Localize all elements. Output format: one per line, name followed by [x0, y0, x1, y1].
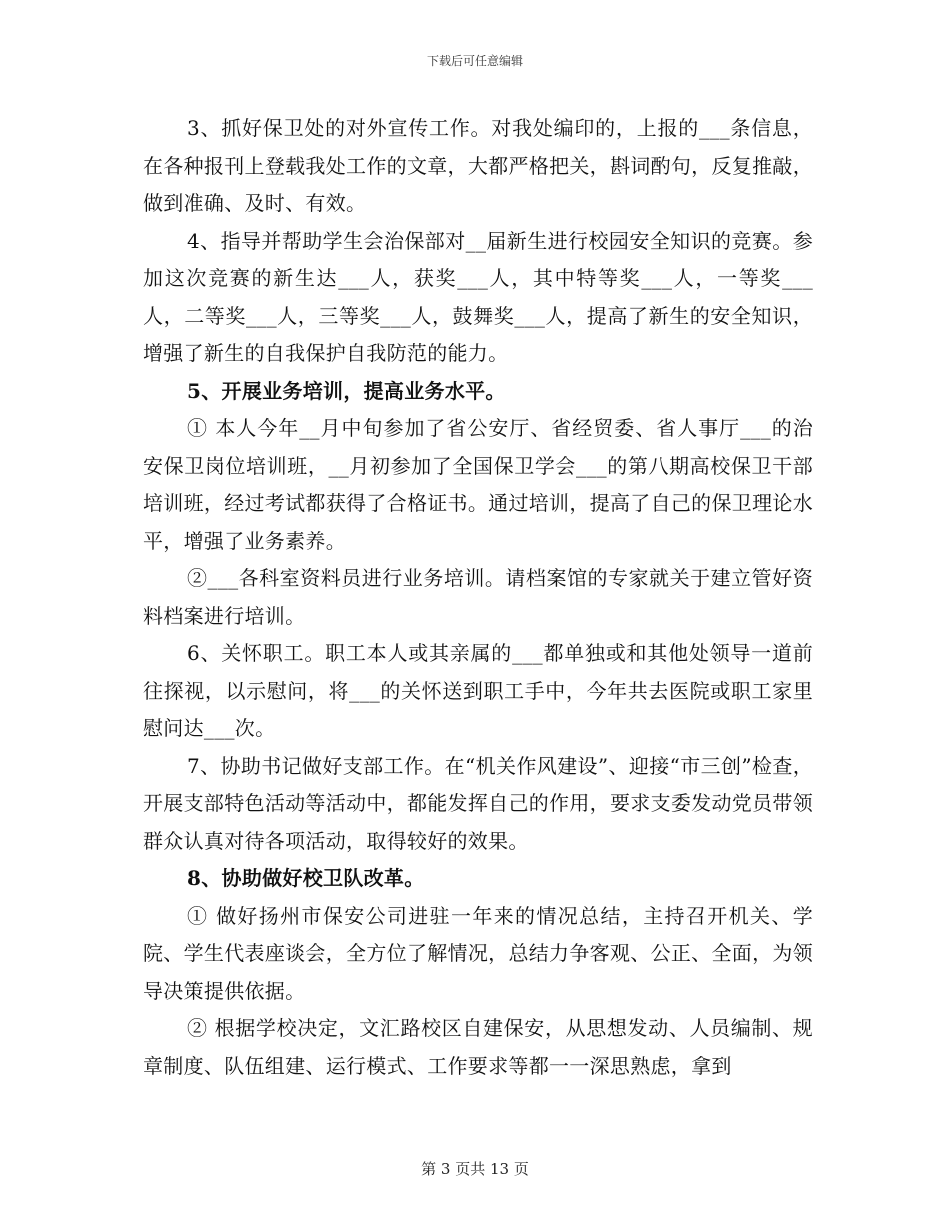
paragraph-8-sub-1: ① 做好扬州市保安公司进驻一年来的情况总结，主持召开机关、学院、学生代表座谈会，全方位了解情况，总结力争客观、公正、全面，为领导决策提供依据。 — [143, 903, 813, 1003]
page-header: 下载后可任意编辑 — [426, 54, 523, 68]
section-heading-5: 5、开展业务培训，提高业务水平。 — [187, 378, 506, 403]
paragraph-item-4: 4、指导并帮助学生会治保部对__届新生进行校园安全知识的竞赛。参加这次竞赛的新生达___人，获奖___人，其中特等奖___人，一等奖___人，二等奖___人，三等奖___人，鼓舞奖___人，提高了新生的安全知识，增强了新生的自我保护自我防范的能力。 — [143, 228, 813, 365]
section-heading-8: 8、协助做好校卫队改革。 — [187, 866, 425, 890]
paragraph-5-sub-2: ②___各科室资料员进行业务培训。请档案馆的专家就关于建立管好资料档案进行培训。 — [143, 566, 813, 628]
paragraph-8-sub-2: ② 根据学校决定，文汇路校区自建保安，从思想发动、人员编制、规章制度、队伍组建、运行模式、工作要求等都一一深思熟虑，拿到 — [143, 1016, 813, 1078]
paragraph-item-6: 6、关怀职工。职工本人或其亲属的___都单独或和其他处领导一道前往探视，以示慰问，将___的关怀送到职工手中，今年共去医院或职工家里慰问达___次。 — [143, 641, 813, 740]
paragraph-item-7: 7、协助书记做好支部工作。在“机关作风建设”、迎接“市三创”检查，开展支部特色活动等活动中，都能发挥自己的作用，要求支委发动党员带领群众认真对待各项活动，取得较好的效果。 — [143, 753, 813, 853]
document-body — [143, 110, 813, 1085]
paragraph-item-3: 3、抓好保卫处的对外宣传工作。对我处编印的，上报的___条信息，在各种报刊上登载我处工作的文章，大都严格把关，斟词酌句，反复推敲，做到准确、及时、有效。 — [143, 116, 813, 215]
paragraph-5-sub-1: ① 本人今年__月中旬参加了省公安厅、省经贸委、省人事厅___的治安保卫岗位培训班，__月初参加了全国保卫学会___的第八期高校保卫干部培训班，经过考试都获得了合格证书。通过培训，提高了自己的保卫理论水平，增强了业务素养。 — [143, 416, 813, 553]
page-footer: 第 3 页共 13 页 — [421, 1160, 529, 1178]
